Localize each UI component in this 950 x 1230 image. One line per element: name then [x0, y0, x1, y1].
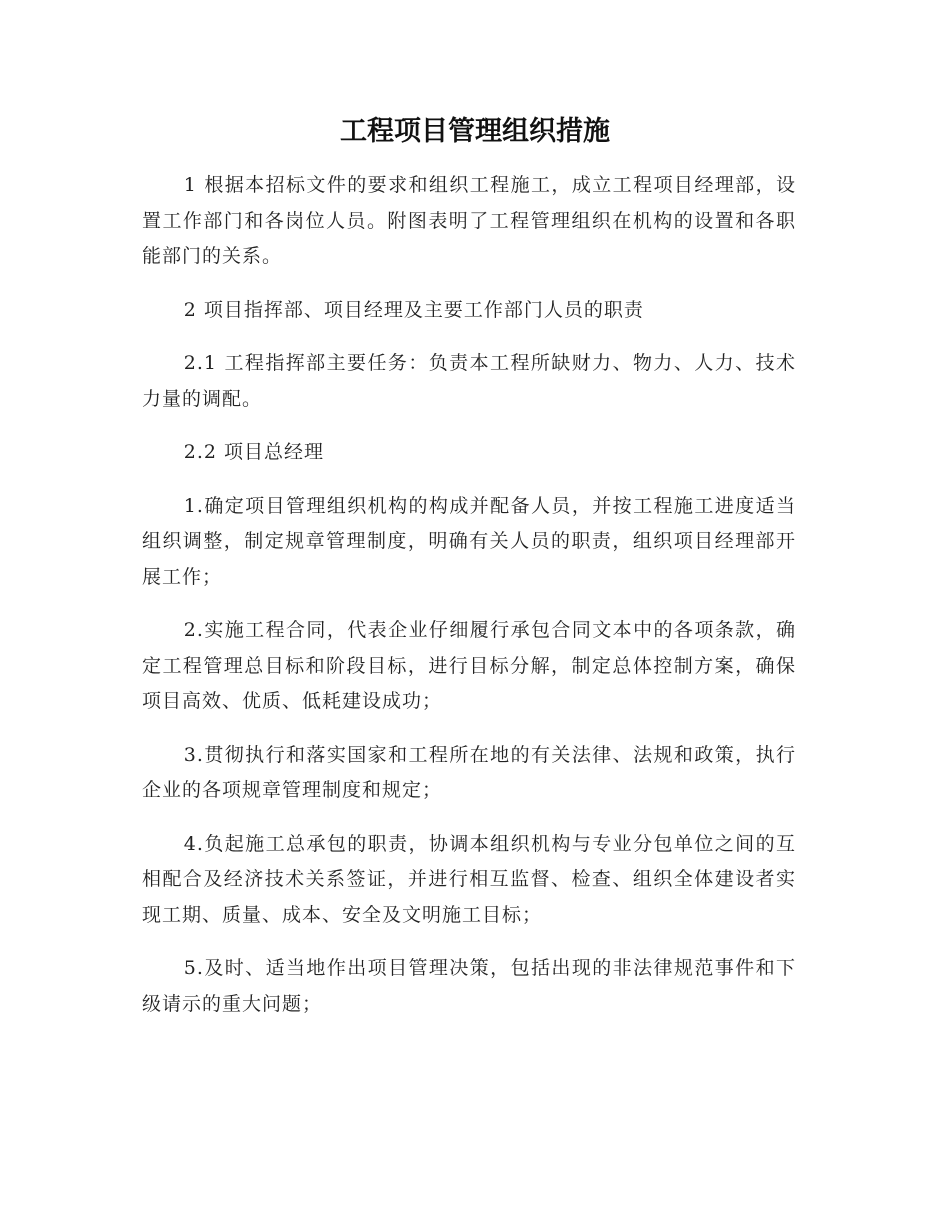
paragraph-4: 2.2 项目总经理	[183, 441, 325, 463]
paragraph-9: 5.及时、适当地作出项目管理决策，包括出现的非法律规范事件和下级请示的重大问题；	[142, 957, 796, 1015]
paragraph-3: 2.1 工程指挥部主要任务：负责本工程所缺财力、物力、人力、技术力量的调配。	[142, 352, 796, 410]
paragraph-2: 2 项目指挥部、项目经理及主要工作部门人员的职责	[183, 298, 644, 321]
paragraph-7: 3.贯彻执行和落实国家和工程所在地的有关法律、法规和政策，执行企业的各项规章管理制度和规定；	[142, 743, 796, 801]
paragraph-8: 4.负起施工总承包的职责，协调本组织机构与专业分包单位之间的互相配合及经济技术关系签证，并进行相互监督、检查、组织全体建设者实现工期、质量、成本、安全及文明施工目标；	[142, 832, 796, 926]
document-body	[142, 168, 796, 1040]
paragraph-6: 2.实施工程合同，代表企业仔细履行承包合同文本中的各项条款，确定工程管理总目标和阶段目标，进行目标分解，制定总体控制方案，确保项目高效、优质、低耗建设成功；	[142, 619, 796, 712]
document-title: 工程项目管理组织措施	[340, 116, 610, 147]
paragraph-5: 1.确定项目管理组织机构的构成并配备人员，并按工程施工进度适当组织调整，制定规章管理制度，明确有关人员的职责，组织项目经理部开展工作；	[142, 494, 796, 588]
paragraph-1: 1 根据本招标文件的要求和组织工程施工，成立工程项目经理部，设置工作部门和各岗位人员。附图表明了工程管理组织在机构的设置和各职能部门的关系。	[142, 174, 796, 267]
